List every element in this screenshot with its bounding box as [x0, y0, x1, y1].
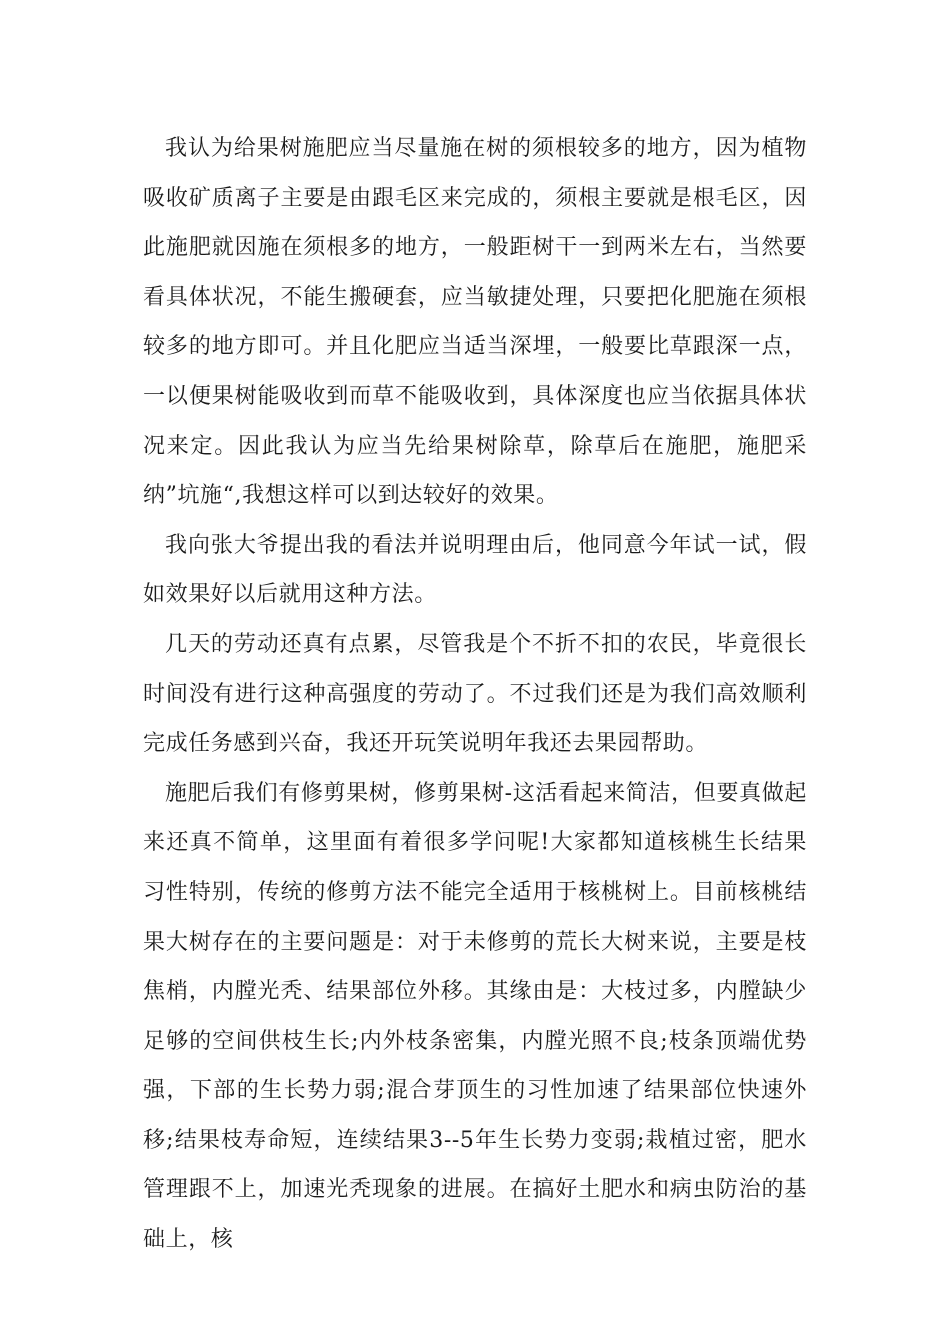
paragraph-fertilizing-method: 我认为给果树施肥应当尽量施在树的须根较多的地方，因为植物吸收矿质离子主要是由跟毛区来完成的，须根主要就是根毛区，因此施肥就因施在须根多的地方，一般距树干一到两米左右，当然要看具体状况，不能生搬硬套，应当敏捷处理，只要把化肥施在须根较多的地方即可。并且化肥应当适当深埋，一般要比草跟深一点，一以便果树能吸收到而草不能吸收到，具体深度也应当依据具体状况来定。因此我认为应当先给果树除草，除草后在施肥，施肥采纳”坑施“,我想这样可以到达较好的效果。	[143, 136, 807, 509]
paragraph-proposal-agreed: 我向张大爷提出我的看法并说明理由后，他同意今年试一试，假如效果好以后就用这种方法。	[143, 532, 807, 608]
paragraph-labor-reflection: 几天的劳动还真有点累，尽管我是个不折不扣的农民，毕竟很长时间没有进行这种高强度的劳动了。不过我们还是为我们高效顺利完成任务感到兴奋，我还开玩笑说明年我还去果园帮助。	[143, 631, 807, 757]
document-body	[143, 124, 807, 1265]
paragraph-pruning: 施肥后我们有修剪果树，修剪果树-这活看起来简洁，但要真做起来还真不简单，这里面有着很多学问呢!大家都知道核桃生长结果习性特别，传统的修剪方法不能完全适用于核桃树上。目前核桃结果大树存在的主要问题是：对于未修剪的荒长大树来说，主要是枝焦梢，内膛光秃、结果部位外移。其缘由是：大枝过多，内膛缺少足够的空间供枝生长;内外枝条密集，内膛光照不良;枝条顶端优势强，下部的生长势力弱;混合芽顶生的习性加速了结果部位快速外移;结果枝寿命短，连续结果3--5年生长势力变弱;栽植过密，肥水管理跟不上，加速光秃现象的进展。在搞好土肥水和病虫防治的基础上，核	[143, 780, 807, 1253]
